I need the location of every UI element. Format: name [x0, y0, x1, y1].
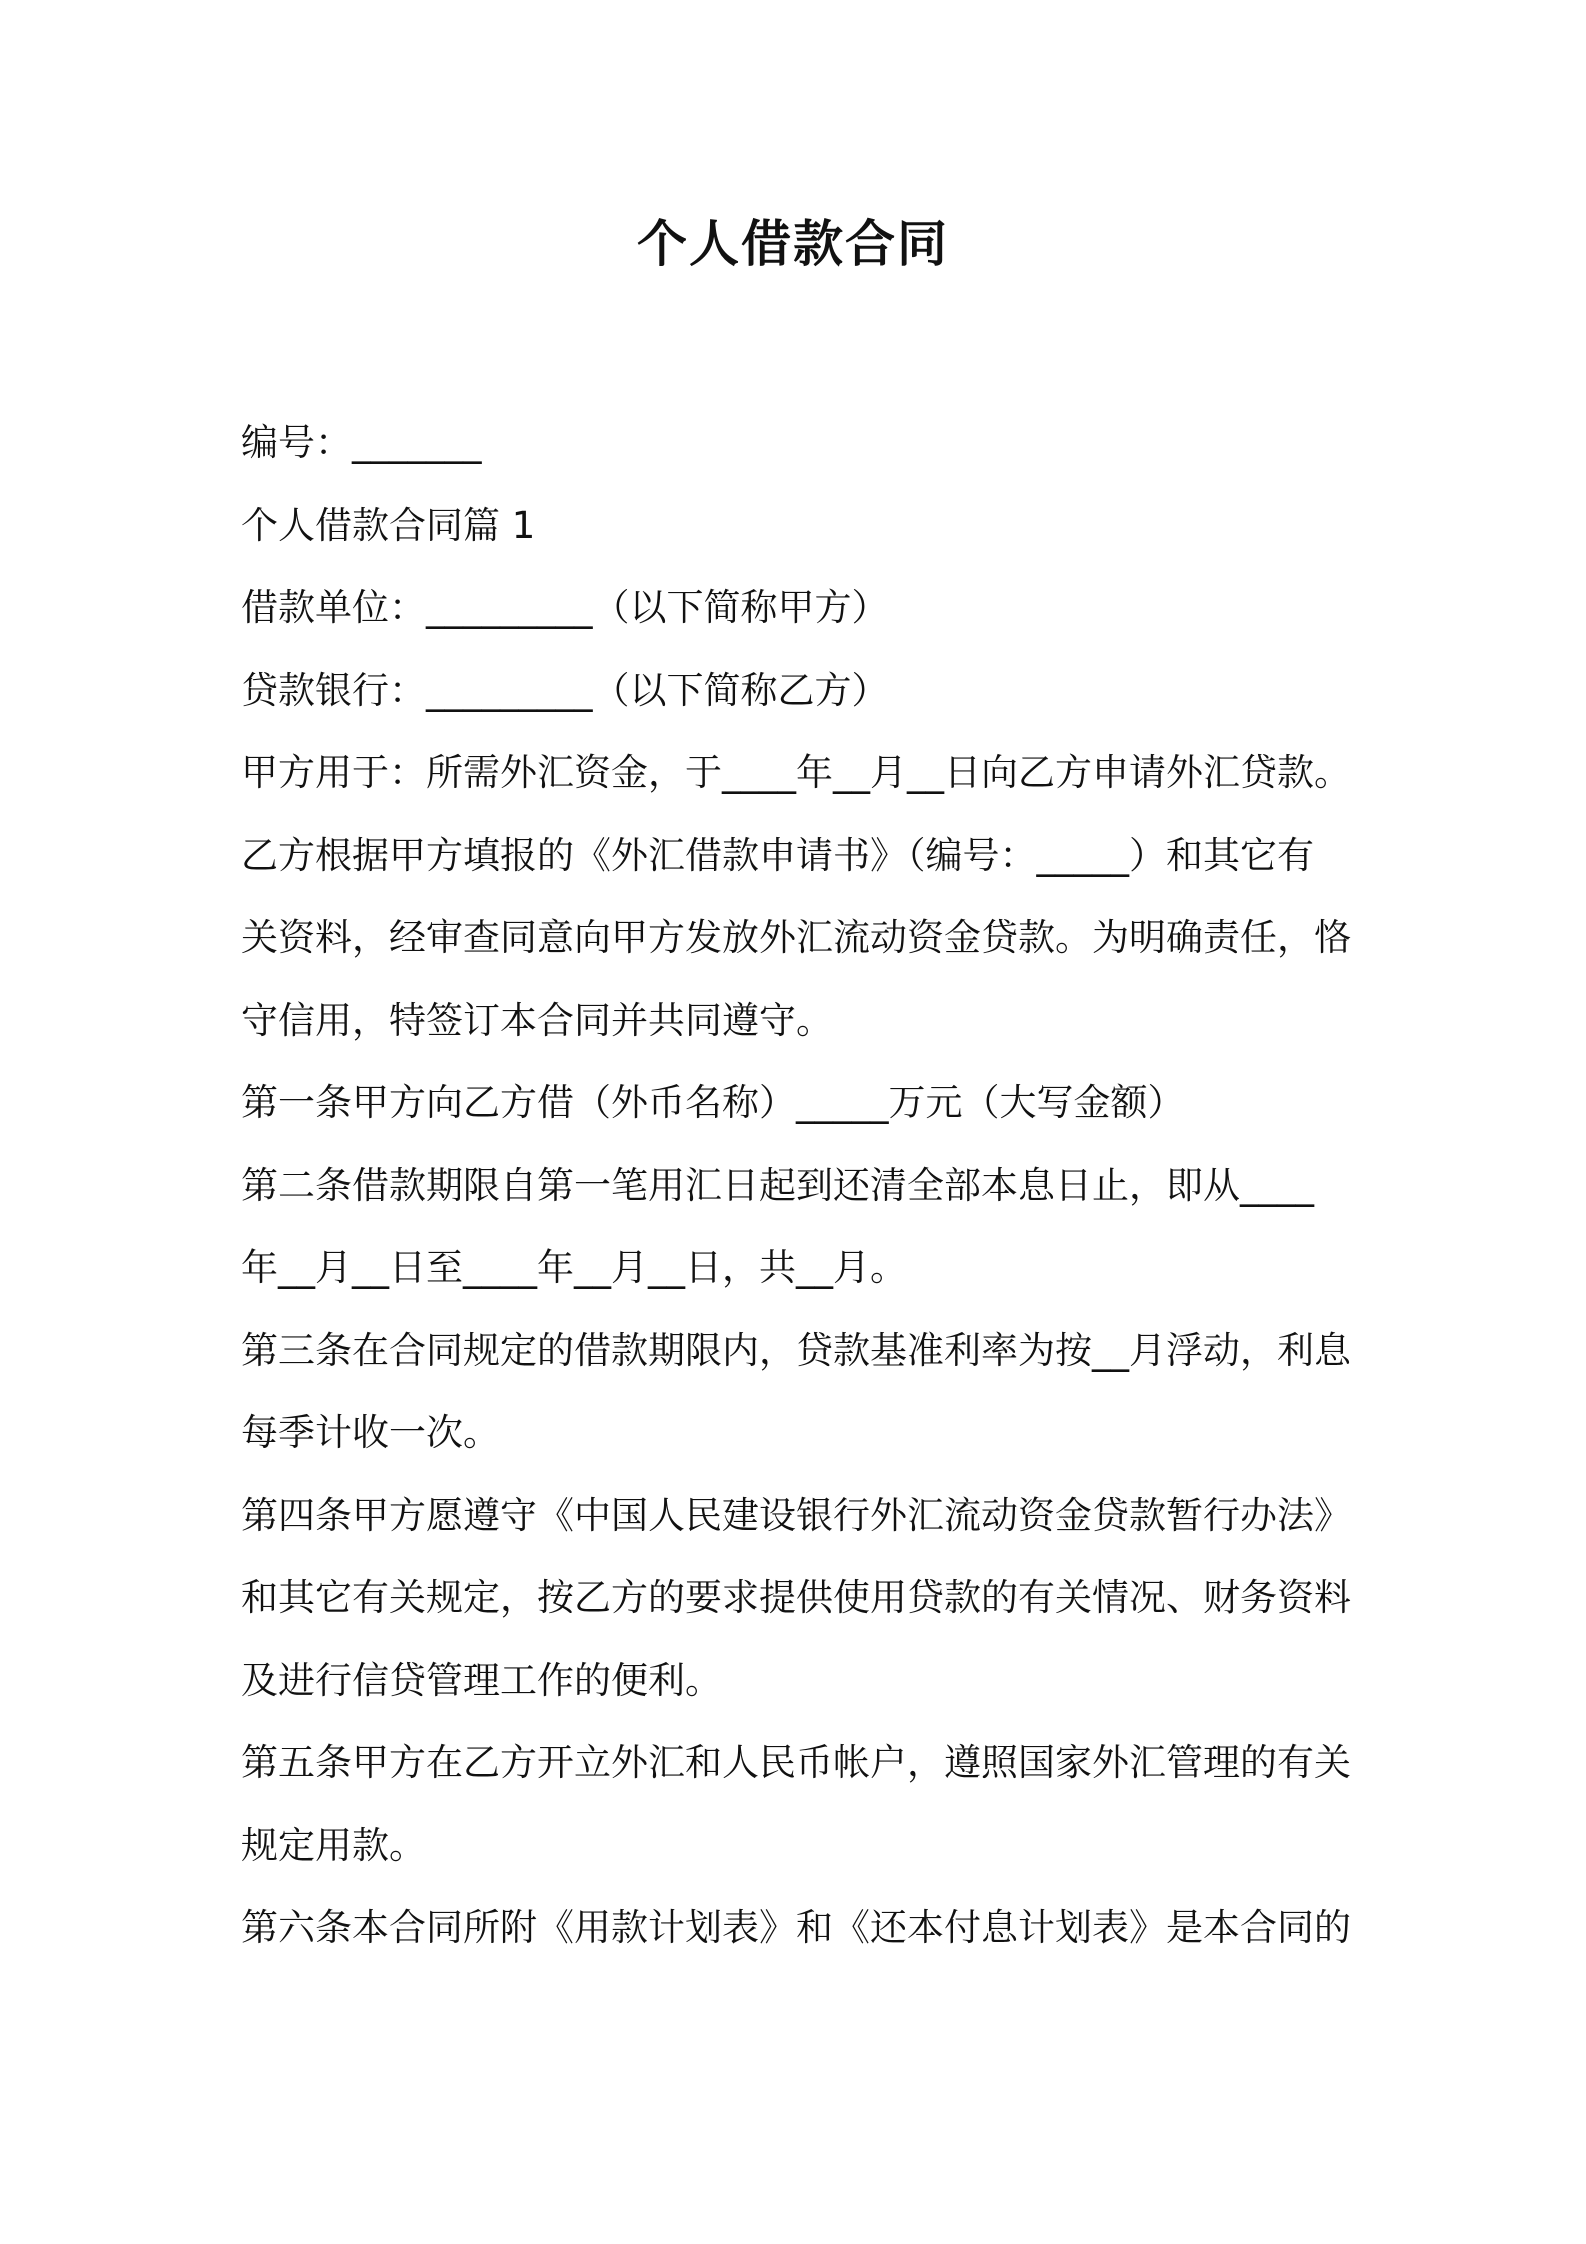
borrower-line: 借款单位：_________（以下简称甲方）: [241, 586, 889, 629]
article-4-line: 及进行信贷管理工作的便利。: [241, 1658, 722, 1702]
article-6-line: 第六条本合同所附《用款计划表》和《还本付息计划表》是本合同的: [241, 1906, 1351, 1949]
document-title: 个人借款合同: [637, 215, 949, 273]
section-heading: 个人借款合同篇 1: [241, 503, 536, 547]
article-5-line: 规定用款。: [241, 1823, 426, 1867]
article-5-line: 第五条甲方在乙方开立外汇和人民币帐户，遵照国家外汇管理的有关: [241, 1741, 1351, 1784]
contract-number-line: 编号：_______: [241, 421, 482, 464]
document-body: [241, 402, 1361, 1970]
article-1-line: 第一条甲方向乙方借（外币名称）_____万元（大写金额）: [241, 1081, 1185, 1124]
article-4-line: 和其它有关规定，按乙方的要求提供使用贷款的有关情况、财务资料: [241, 1576, 1351, 1619]
paragraph-line: 甲方用于：所需外汇资金，于____年__月__日向乙方申请外汇贷款。: [241, 751, 1351, 794]
article-2-line: 第二条借款期限自第一笔用汇日起到还清全部本息日止，即从____: [241, 1163, 1314, 1207]
lender-bank-line: 贷款银行：_________（以下简称乙方）: [241, 668, 889, 712]
article-4-line: 第四条甲方愿遵守《中国人民建设银行外汇流动资金贷款暂行办法》: [241, 1493, 1351, 1537]
article-2-line: 年__月__日至____年__月__日，共__月。: [241, 1246, 907, 1289]
paragraph-line: 关资料，经审查同意向甲方发放外汇流动资金贷款。为明确责任，恪: [241, 916, 1351, 959]
paragraph-line: 乙方根据甲方填报的《外汇借款申请书》（编号：_____）和其它有: [241, 833, 1314, 877]
paragraph-line: 守信用，特签订本合同并共同遵守。: [241, 998, 833, 1042]
article-3-line: 第三条在合同规定的借款期限内，贷款基准利率为按__月浮动，利息: [241, 1328, 1351, 1372]
article-3-line: 每季计收一次。: [241, 1411, 500, 1454]
